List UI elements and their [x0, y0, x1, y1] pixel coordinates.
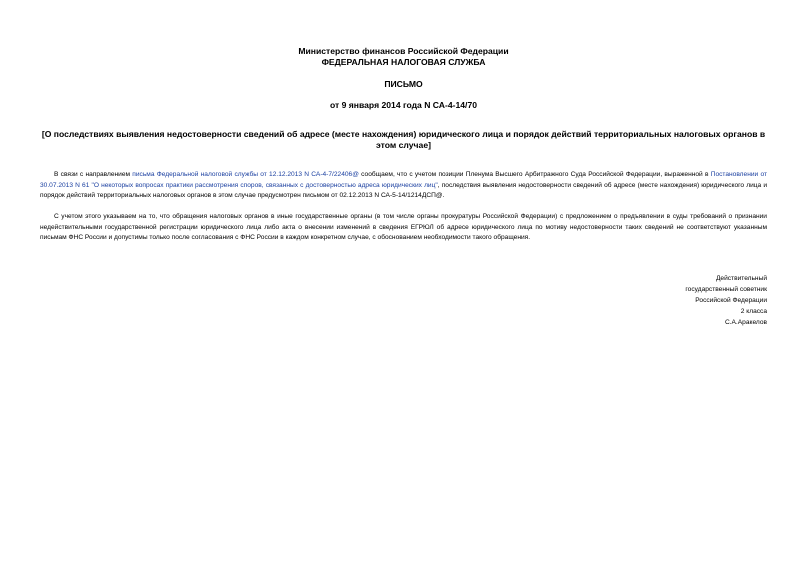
- signature-line-3: Российской Федерации: [695, 297, 767, 304]
- signature-line-1: Действительный: [715, 275, 767, 282]
- paragraph-1-text-a: В связи с направлением: [54, 171, 133, 178]
- doc-date-number: от 9 января 2014 года N СА-4-14/70: [329, 100, 478, 110]
- paragraph-1-text-b: сообщаем, что с учетом позиции Пленума Высшего Арбитражного Суда Российской Федерации, выраженной в: [358, 171, 711, 178]
- signature-line-2: государственный советник: [685, 286, 767, 293]
- ministry-name: Министерство финансов Российской Федерации: [298, 46, 509, 56]
- paragraph-1: [40, 170, 767, 202]
- link-fns-letter[interactable]: письма Федеральной налоговой службы от 12.12.2013 N СА-4-7/22406@: [132, 171, 359, 178]
- paragraph-1-text-c: , последствия выявления недостоверности сведений об адресе (месте нахождения) юридического лица и порядок действий территориальных налоговых органов в этом случае предусмотрен письмом от 02.12.2013 N СА-5-14/1214ДСП@.: [40, 181, 768, 200]
- signature-name: С.А.Аракелов: [724, 319, 767, 326]
- paragraph-2: С учетом этого указываем на то, что обращения налоговых органов в иные государственные органы (в том числе органы прокуратуры Российской Федерации) с предложением о предъявлении в суды требований о признании недействительными государственной регистрации юридического лица либо акта о внесении изменений в сведения ЕГРЮЛ об адресе юридического лица по мотиву недостоверности таких сведений не соответствуют указанным письмам ФНС России и допустимы только после согласования с ФНС России в каждом конкретном случае, с обоснованием необходимости такого обращения.: [40, 213, 767, 242]
- signature-block: [567, 273, 767, 328]
- doc-title: [О последствиях выявления недостоверности сведений об адресе (месте нахождения) юридического лица и порядок действий территориальных налоговых органов в этом случае]: [41, 129, 766, 150]
- link-plenum-resolution[interactable]: Постановлении от 30.07.2013 N 61 "О некоторых вопросах практики рассмотрения споров, связанных с достоверностью адреса юридических лиц": [40, 171, 767, 189]
- doc-type: ПИСЬМО: [384, 79, 423, 89]
- service-name: ФЕДЕРАЛЬНАЯ НАЛОГОВАЯ СЛУЖБА: [321, 57, 486, 67]
- signature-line-4: 2 класса: [740, 308, 767, 315]
